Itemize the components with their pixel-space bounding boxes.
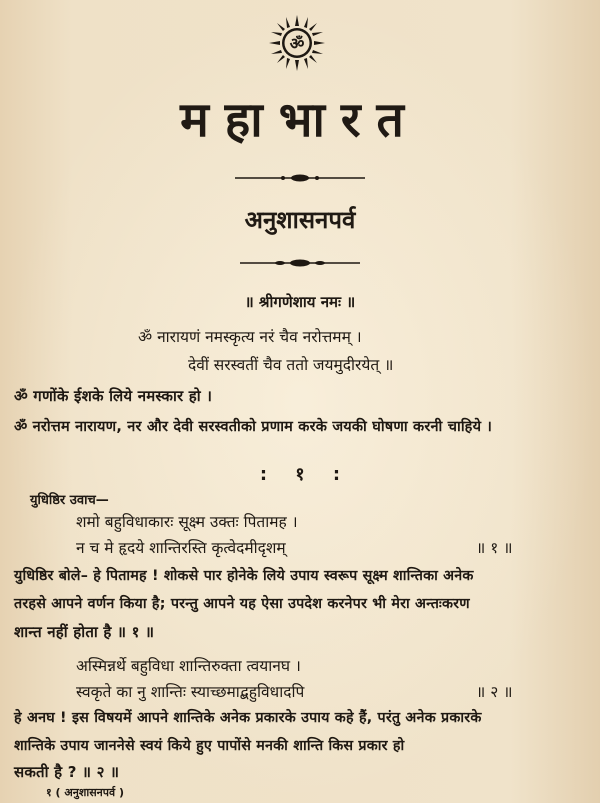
translation-line: तरहसे आपने वर्णन किया है; परन्तु आपने यह ऐसा उपदेश करनेपर भी मेरा अन्तःकरण bbox=[14, 596, 470, 612]
ornamental-divider bbox=[240, 258, 360, 268]
verse-line: न च मे हृदये शान्तिरस्ति कृत्वेदमीदृशम् bbox=[76, 539, 286, 557]
parva-subtitle: अनुशासनपर्व bbox=[244, 206, 356, 234]
book-title: महाभारत bbox=[180, 92, 420, 148]
om-emblem-icon bbox=[268, 14, 326, 72]
translation-line: सकती है ? ॥ २ ॥ bbox=[14, 763, 120, 781]
opening-translation-line: ॐ नरोत्तम नारायण, नर और देवी सरस्वतीको प्रणाम करके जयकी घोषणा करनी चाहिये । bbox=[14, 419, 493, 435]
chapter-number: : १ : bbox=[259, 464, 341, 485]
ornamental-divider bbox=[235, 173, 365, 183]
verse-number: ॥ १ ॥ bbox=[476, 539, 513, 557]
verse-line: अस्मिन्नर्थे बहुविधा शान्तिरुक्ता त्वयानघ । bbox=[76, 657, 301, 675]
verse-line: शमो बहुविधाकारः सूक्ष्म उक्तः पितामह । bbox=[76, 513, 298, 531]
opening-translation-line: ॐ गणोंके ईशके लिये नमस्कार हो । bbox=[14, 387, 213, 405]
translation-line: शान्तिके उपाय जाननेसे स्वयं किये हुए पापोंसे मनकी शान्ति किस प्रकार हो bbox=[14, 738, 405, 754]
verse-line: स्वकृते का नु शान्तिः स्याच्छमाद्बहुविधादपि bbox=[76, 683, 305, 701]
translation-line: शान्त नहीं होता है ॥ १ ॥ bbox=[14, 623, 155, 641]
svg-text:ॐ: ॐ bbox=[289, 34, 305, 53]
invocation: ॥ श्रीगणेशाय नमः ॥ bbox=[244, 293, 356, 311]
translation-line: युधिष्ठिर बोले– हे पितामह ! शोकसे पार होनेके लिये उपाय स्वरूप सूक्ष्म शान्तिका अनेक bbox=[14, 568, 474, 584]
footer-signature: १ ( अनुशासनपर्व ) bbox=[46, 786, 125, 799]
speaker-label: युधिष्ठिर उवाच— bbox=[30, 493, 109, 508]
verse-number: ॥ २ ॥ bbox=[476, 683, 513, 701]
opening-verse-line: देवीं सरस्वतीं चैव ततो जयमुदीरयेत् ॥ bbox=[188, 356, 394, 374]
opening-verse-line: ॐ नारायणं नमस्कृत्य नरं चैव नरोत्तमम् । bbox=[138, 328, 362, 346]
translation-line: हे अनघ ! इस विषयमें आपने शान्तिके अनेक प्रकारके उपाय कहे हैं, परंतु अनेक प्रकारके bbox=[14, 710, 482, 726]
